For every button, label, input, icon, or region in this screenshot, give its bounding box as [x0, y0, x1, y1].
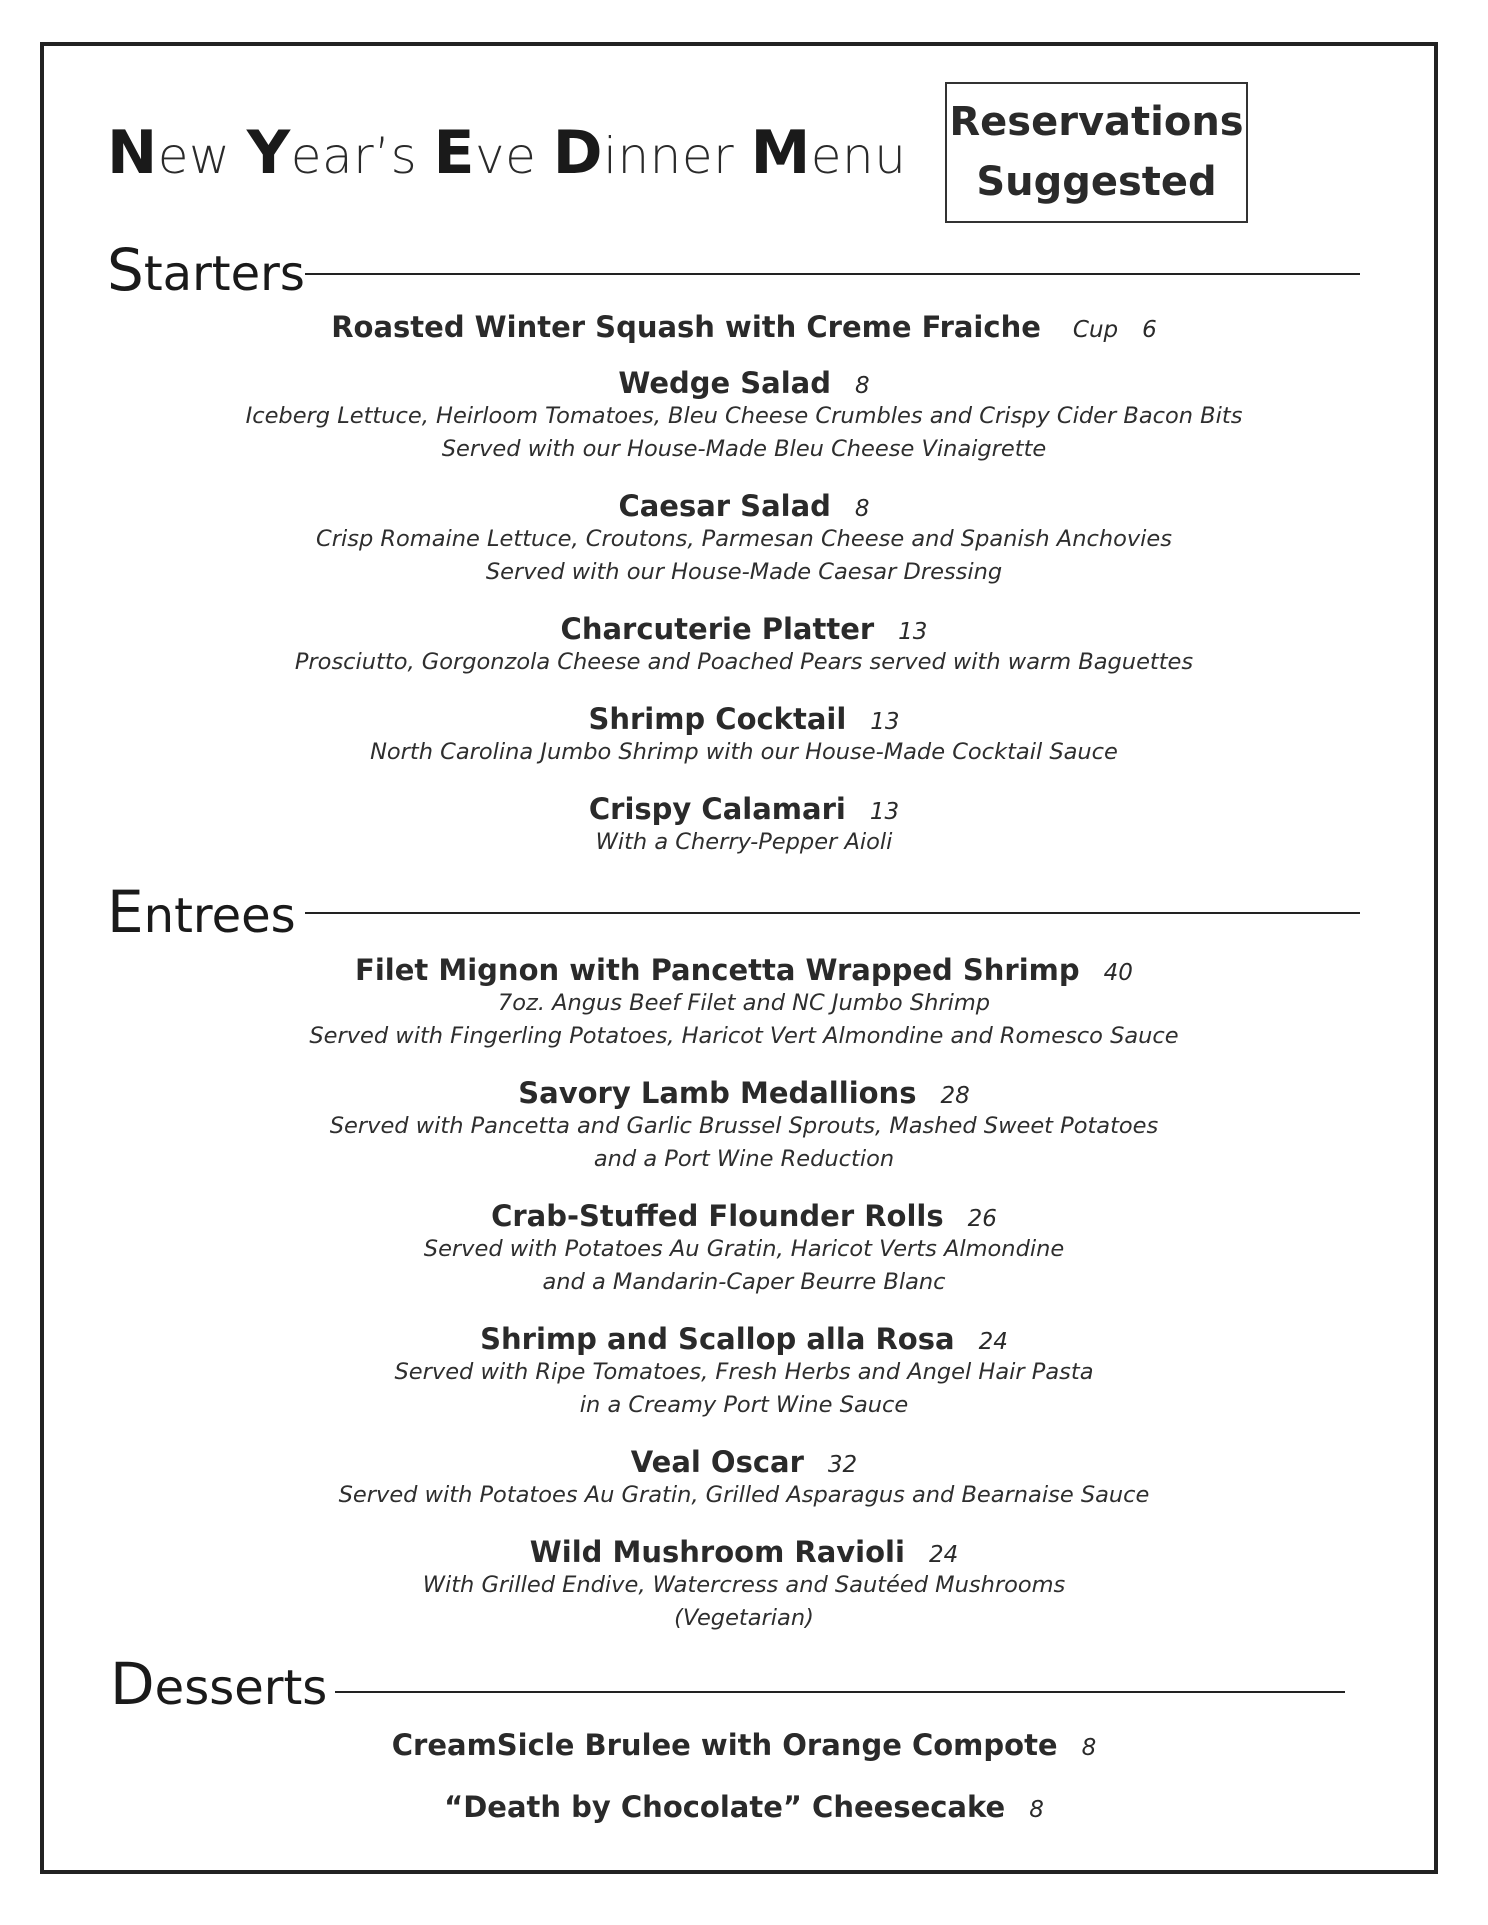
section-rule — [335, 1691, 1345, 1693]
menu-item: Veal Oscar 32 Served with Potatoes Au Gratin, Grilled Asparagus and Bearnaise Sauce — [338, 1445, 1150, 1508]
menu-item: Shrimp and Scallop alla Rosa 24 Served with Ripe Tomatoes, Fresh Herbs and Angel Hair Pasta in a Creamy Port Wine Sauce — [394, 1322, 1094, 1418]
reservations-box: Reservations Suggested — [945, 82, 1248, 223]
section-heading-starters: Starters — [107, 236, 305, 304]
menu-item: Filet Mignon with Pancetta Wrapped Shrimp 40 7oz. Angus Beef Filet and NC Jumbo Shrimp Served with Fingerling Potatoes, Haricot Vert Almondine and Romesco Sauce — [309, 953, 1179, 1049]
section-heading-entrees: Entrees — [107, 878, 296, 946]
menu-item: Crispy Calamari 13 With a Cherry-Pepper Aioli — [588, 792, 900, 855]
section-rule — [305, 273, 1360, 275]
menu-title: New Year’s Eve Dinner Menu — [107, 118, 907, 188]
menu-item: Wedge Salad 8 Iceberg Lettuce, Heirloom Tomatoes, Bleu Cheese Crumbles and Crispy Cider Bacon Bits Served with our House-Made Bleu Cheese Vinaigrette — [245, 366, 1243, 462]
menu-item: “Death by Chocolate” Cheesecake 8 — [444, 1790, 1044, 1824]
menu-item: Roasted Winter Squash with Creme Fraiche Cup 6 — [331, 310, 1157, 344]
menu-item: Crab-Stuffed Flounder Rolls 26 Served with Potatoes Au Gratin, Haricot Verts Almondine and a Mandarin-Caper Beurre Blanc — [423, 1199, 1065, 1295]
menu-item: Shrimp Cocktail 13 North Carolina Jumbo Shrimp with our House-Made Cocktail Sauce — [370, 702, 1118, 765]
menu-item: Charcuterie Platter 13 Prosciutto, Gorgonzola Cheese and Poached Pears served with warm Baguettes — [294, 612, 1194, 675]
section-rule — [305, 912, 1360, 914]
section-heading-desserts: Desserts — [110, 1650, 328, 1718]
menu-item: CreamSicle Brulee with Orange Compote 8 — [391, 1728, 1097, 1762]
menu-item: Caesar Salad 8 Crisp Romaine Lettuce, Croutons, Parmesan Cheese and Spanish Anchovies Served with our House-Made Caesar Dressing — [316, 489, 1172, 585]
menu-item: Wild Mushroom Ravioli 24 With Grilled Endive, Watercress and Sautéed Mushrooms (Vegetarian) — [422, 1535, 1066, 1631]
menu-item: Savory Lamb Medallions 28 Served with Pancetta and Garlic Brussel Sprouts, Mashed Sweet Potatoes and a Port Wine Reduction — [329, 1076, 1159, 1172]
